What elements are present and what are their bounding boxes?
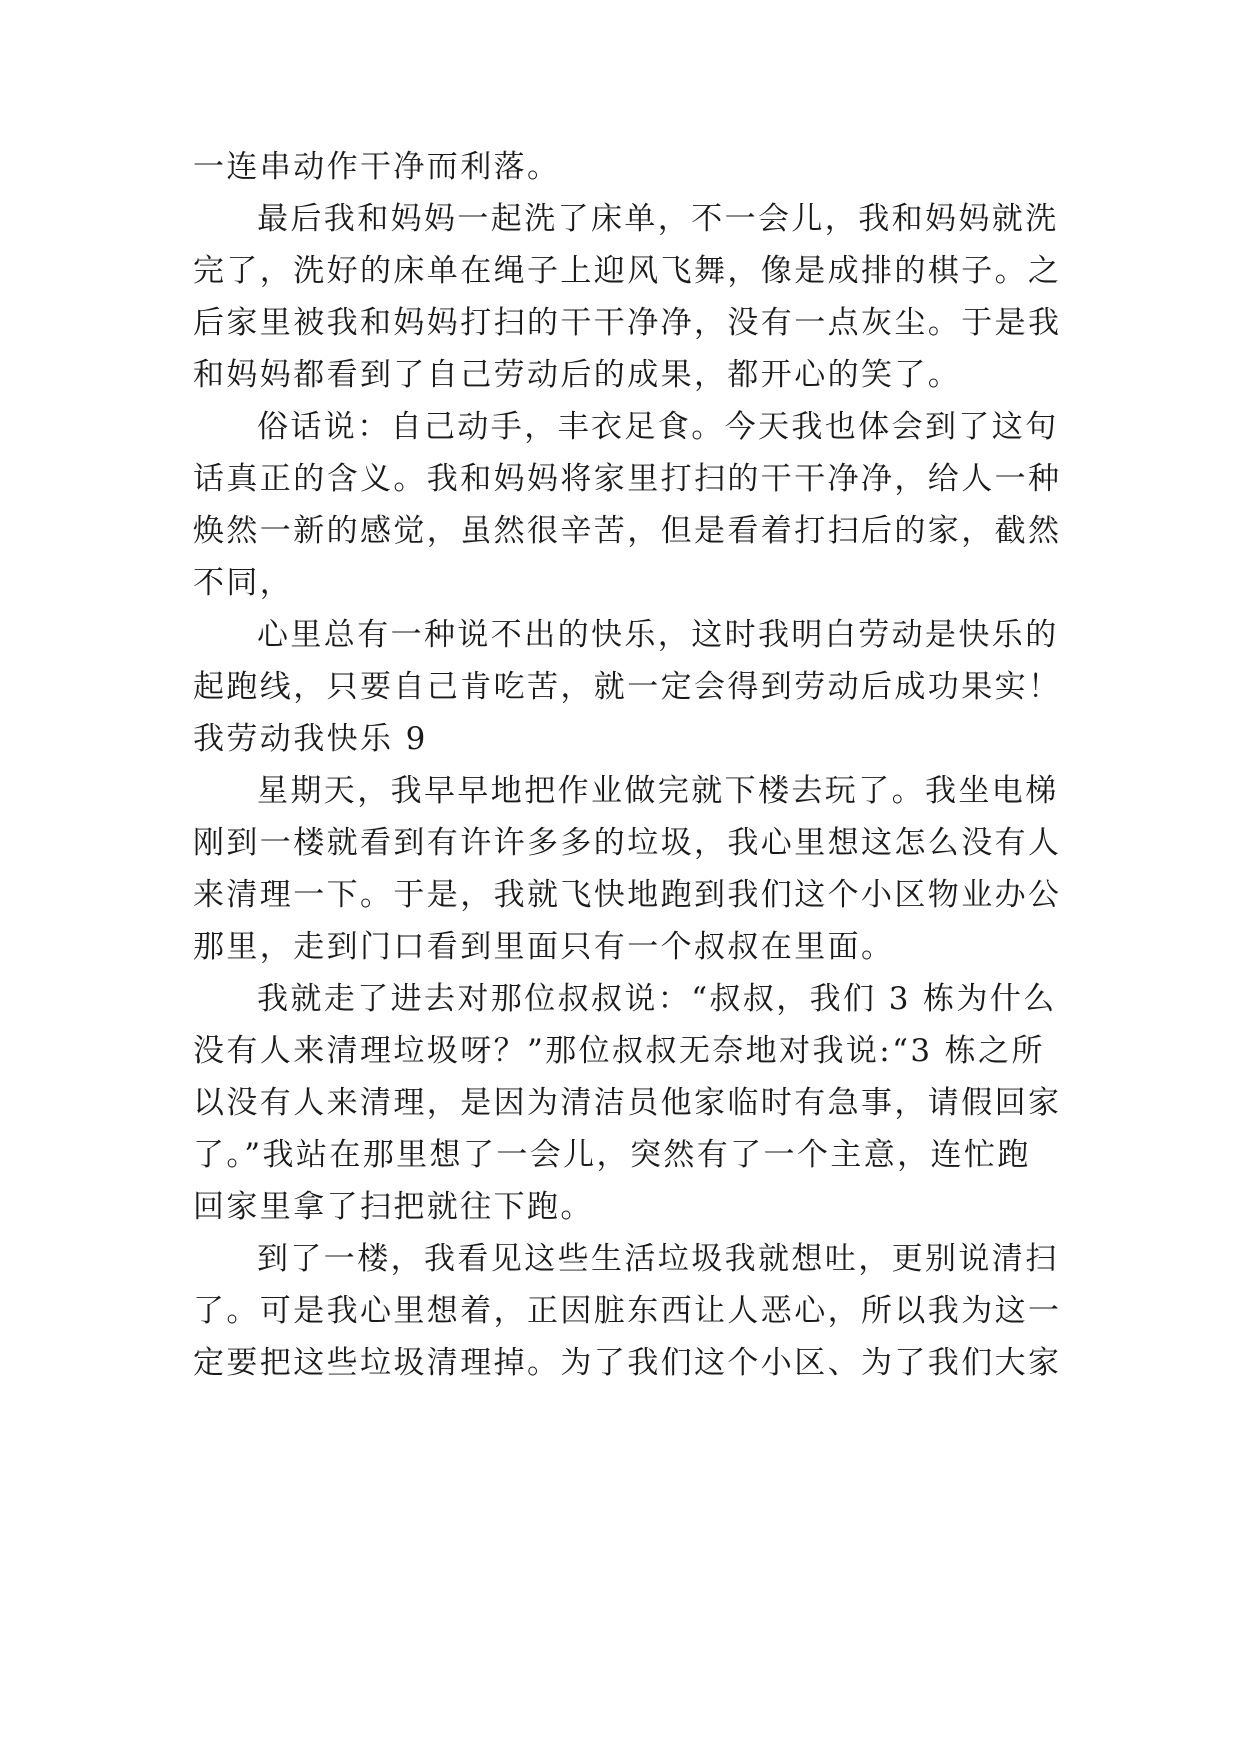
text-line: 刚到一楼就看到有许许多多的垃圾，我心里想这怎么没有人 [193,825,1062,861]
paragraph-start-line: 俗话说：自己动手，丰衣足食。今天我也体会到了这句 [257,409,1059,445]
text-line: 了。可是我心里想着，正因脏东西让人恶心，所以我为这一 [193,1293,1062,1329]
paragraph-start-line: 我就走了进去对那位叔叔说：“叔叔，我们 3 栋为什么 [257,981,1057,1017]
text-line: 话真正的含义。我和妈妈将家里打扫的干干净净，给人一种 [193,461,1062,497]
text-line: 定要把这些垃圾清理掉。为了我们这个小区、为了我们大家 [193,1345,1062,1381]
text-line: 没有人来清理垃圾呀？”那位叔叔无奈地对我说:“3 栋之所 [193,1033,1045,1069]
text-line: 不同， [193,565,294,601]
text-line: 回家里拿了扫把就往下跑。 [193,1189,594,1225]
text-line: 起跑线，只要自己肯吃苦，就一定会得到劳动后成功果实！ [193,669,1062,705]
section-heading: 我劳动我快乐 9 [193,721,428,757]
text-line: 那里，走到门口看到里面只有一个叔叔在里面。 [193,929,895,965]
text-line: 以没有人来清理，是因为清洁员他家临时有急事，请假回家 [193,1085,1062,1121]
paragraph-start-line: 最后我和妈妈一起洗了床单，不一会儿，我和妈妈就洗 [257,201,1059,237]
paragraph-start-line: 心里总有一种说不出的快乐，这时我明白劳动是快乐的 [257,617,1059,653]
text-line: 来清理一下。于是，我就飞快地跑到我们这个小区物业办公 [193,877,1062,913]
text-line: 后家里被我和妈妈打扫的干干净净，没有一点灰尘。于是我 [193,305,1062,341]
paragraph-start-line: 到了一楼，我看见这些生活垃圾我就想吐，更别说清扫 [257,1241,1059,1277]
text-line: 一连串动作干净而利落。 [193,149,561,185]
paragraph-start-line: 星期天，我早早地把作业做完就下楼去玩了。我坐电梯 [257,773,1059,809]
text-line: 焕然一新的感觉，虽然很辛苦，但是看着打扫后的家，截然 [193,513,1062,549]
text-line: 了。”我站在那里想了一会儿，突然有了一个主意，连忙跑 [193,1137,1031,1173]
text-line: 和妈妈都看到了自己劳动后的成果，都开心的笑了。 [193,357,962,393]
text-line: 完了，洗好的床单在绳子上迎风飞舞，像是成排的棋子。之 [193,253,1062,289]
